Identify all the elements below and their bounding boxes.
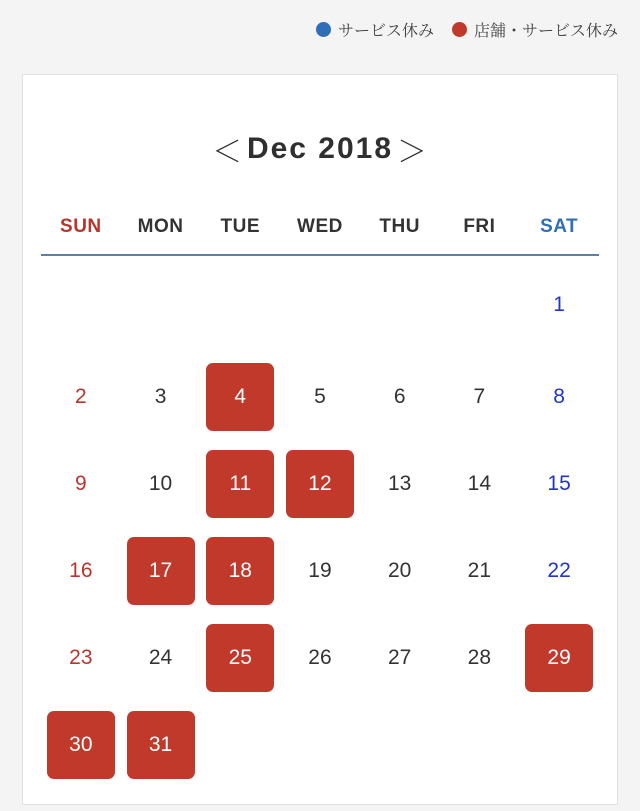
weekday-wed: WED (297, 216, 343, 237)
calendar-day[interactable]: 6 (393, 384, 406, 408)
calendar-cell (440, 614, 520, 701)
calendar-cell (280, 614, 360, 701)
calendar-week-row (41, 255, 599, 353)
calendar-cell (360, 440, 440, 527)
legend-label-store-service-closed: 店舗・サービス休み (473, 22, 618, 40)
calendar-day[interactable]: 17 (127, 537, 195, 605)
calendar-cell (440, 701, 520, 788)
calendar-week-row (41, 440, 599, 527)
calendar-day[interactable]: 14 (467, 471, 492, 495)
calendar-day[interactable]: 5 (314, 384, 326, 408)
calendar-cell (41, 614, 121, 701)
calendar-cell (440, 527, 520, 614)
calendar-cell (440, 353, 520, 440)
calendar-cell (360, 527, 440, 614)
calendar-day[interactable]: 9 (75, 471, 87, 495)
next-month-button[interactable]: ＞ (397, 136, 429, 169)
calendar-day[interactable]: 12 (286, 450, 354, 518)
legend-item-service-closed (316, 18, 434, 41)
calendar-week-row (41, 353, 599, 440)
calendar-cell (280, 255, 360, 353)
calendar-cell (121, 614, 201, 701)
calendar-week-row (41, 701, 599, 788)
calendar-day[interactable]: 29 (525, 624, 593, 692)
calendar-week-row (41, 527, 599, 614)
calendar-cell (200, 701, 280, 788)
calendar-day[interactable]: 28 (467, 645, 492, 669)
calendar-cell (440, 440, 520, 527)
calendar-cell (440, 255, 520, 353)
weekday-tue: TUE (220, 216, 260, 237)
circle-icon (316, 22, 331, 37)
calendar-cell (121, 440, 201, 527)
calendar-day-empty (47, 271, 115, 339)
calendar-title: Dec 2018 (246, 132, 394, 165)
calendar-day[interactable]: 11 (206, 450, 274, 518)
calendar-day[interactable]: 22 (547, 558, 571, 582)
calendar-day-empty (286, 271, 354, 339)
calendar-cell (41, 440, 121, 527)
calendar-day[interactable]: 25 (206, 624, 274, 692)
calendar-cell (121, 353, 201, 440)
calendar-day-empty (445, 271, 513, 339)
legend-item-store-service-closed (452, 18, 618, 41)
calendar-cell (519, 701, 599, 788)
calendar-cell (41, 701, 121, 788)
calendar-cell (41, 527, 121, 614)
calendar-cell (519, 255, 599, 353)
legend (0, 0, 640, 58)
calendar-day[interactable]: 2 (75, 384, 87, 408)
calendar-cell (360, 614, 440, 701)
calendar-day[interactable]: 15 (547, 471, 571, 495)
calendar-header (41, 75, 599, 215)
calendar-day[interactable]: 31 (127, 711, 195, 779)
calendar-body (41, 255, 599, 788)
calendar-day-empty (445, 711, 513, 779)
calendar-day[interactable]: 24 (148, 645, 173, 669)
calendar-day[interactable]: 26 (308, 645, 332, 669)
calendar-cell (280, 527, 360, 614)
calendar-day[interactable]: 27 (387, 645, 412, 669)
legend-label-service-closed: サービス休み (337, 22, 434, 40)
calendar-day[interactable]: 21 (467, 558, 492, 582)
calendar-cell (280, 353, 360, 440)
calendar-cell (519, 527, 599, 614)
calendar-day[interactable]: 8 (553, 384, 565, 408)
calendar-grid (41, 215, 599, 788)
calendar-cell (280, 440, 360, 527)
calendar-day[interactable]: 7 (473, 384, 486, 408)
calendar-day[interactable]: 20 (387, 558, 412, 582)
prev-month-button[interactable]: ＜ (211, 136, 243, 169)
calendar-cell (360, 353, 440, 440)
calendar-day-empty (366, 271, 434, 339)
calendar-cell (200, 614, 280, 701)
calendar-day-empty (206, 711, 274, 779)
calendar-day[interactable]: 23 (69, 645, 93, 669)
calendar-cell (200, 527, 280, 614)
circle-icon (452, 22, 467, 37)
calendar-cell (200, 255, 280, 353)
calendar-card (22, 74, 618, 805)
calendar-day[interactable]: 10 (148, 471, 173, 495)
calendar-day[interactable]: 18 (206, 537, 274, 605)
calendar-week-row (41, 614, 599, 701)
calendar-cell (519, 614, 599, 701)
calendar-day[interactable]: 4 (206, 363, 274, 431)
calendar-day-empty (127, 271, 195, 339)
calendar-cell (41, 353, 121, 440)
calendar-day-empty (286, 711, 354, 779)
calendar-day[interactable]: 16 (69, 558, 93, 582)
calendar-cell (360, 701, 440, 788)
calendar-day[interactable]: 1 (553, 292, 565, 316)
calendar-day[interactable]: 3 (154, 384, 167, 408)
calendar-day-empty (206, 271, 274, 339)
weekday-mon: MON (137, 216, 184, 237)
calendar-day[interactable]: 19 (308, 558, 332, 582)
calendar-day[interactable]: 30 (47, 711, 115, 779)
calendar-day[interactable]: 13 (387, 471, 412, 495)
calendar-cell (121, 527, 201, 614)
calendar-cell (280, 701, 360, 788)
calendar-cell (519, 440, 599, 527)
calendar-cell (519, 353, 599, 440)
calendar-cell (200, 353, 280, 440)
calendar-cell (41, 255, 121, 353)
weekday-fri: FRI (463, 216, 496, 237)
calendar-day-empty (366, 711, 434, 779)
calendar-cell (121, 255, 201, 353)
calendar-cell (121, 701, 201, 788)
calendar-cell (200, 440, 280, 527)
weekday-thu: THU (379, 216, 420, 237)
calendar-cell (360, 255, 440, 353)
weekday-sun: SUN (60, 216, 102, 237)
calendar-weekday-header (41, 215, 599, 255)
weekday-sat: SAT (540, 216, 579, 237)
calendar-day-empty (525, 711, 593, 779)
